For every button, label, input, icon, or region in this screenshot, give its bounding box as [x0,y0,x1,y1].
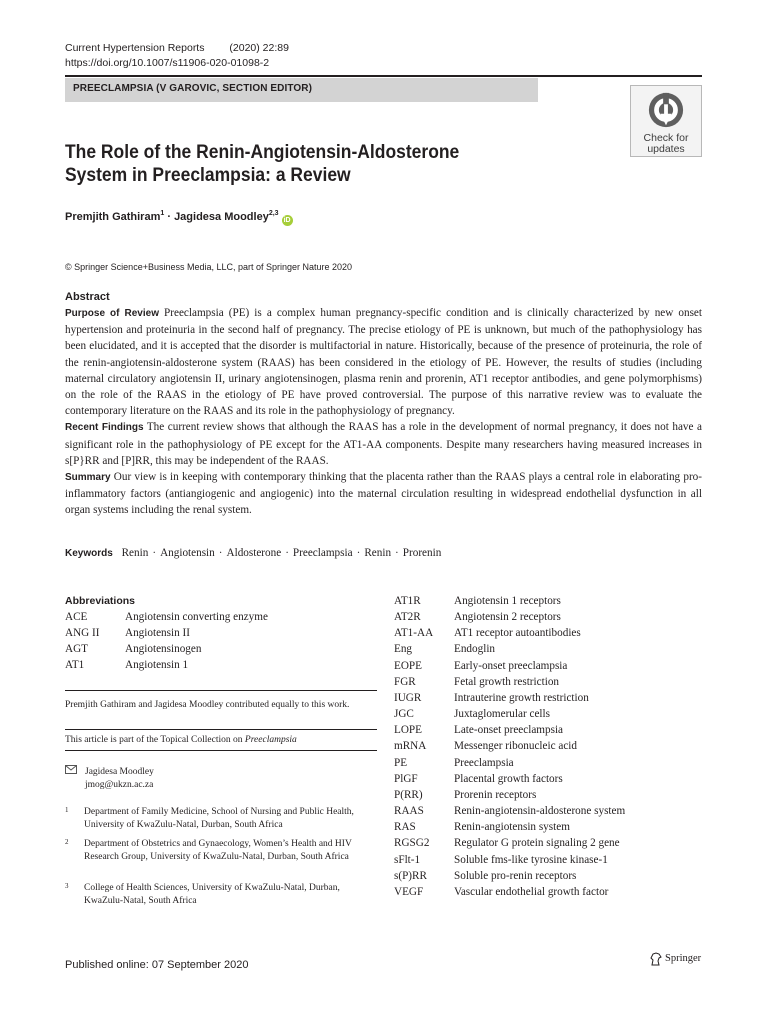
abbreviation-key: mRNA [394,740,427,753]
author-name[interactable]: Jagidesa Moodley [174,211,269,223]
abbreviation-row [394,625,625,641]
abbreviation-row [394,771,625,787]
affiliation-number: 2 [65,838,69,846]
journal-name: Current Hypertension Reports [65,42,205,54]
abbreviation-value: Regulator G protein signaling 2 gene [454,837,620,850]
affiliation-item [65,838,377,863]
abbreviation-key: ANG II [65,627,100,639]
abbreviation-row [394,658,625,674]
journal-issue: (2020) 22:89 [229,42,289,54]
abbreviation-row [394,755,625,771]
abbreviation-value: Fetal growth restriction [454,675,560,688]
publisher-logo [650,952,701,966]
abbreviations-list-left [65,609,268,673]
abbreviations-list-right [394,593,625,900]
collection-link[interactable]: Preeclampsia [244,735,297,745]
affiliation-item [65,882,377,907]
abbreviation-key: Eng [394,643,413,656]
abstract-lead: Purpose of Review [65,308,159,319]
affiliation-text: Department of Family Medicine, School of Nursing and Public Health, University of KwaZulu-Natal, Durban, South Africa [84,807,354,830]
abbreviation-value: Endoglin [454,643,496,656]
abstract-paragraph [65,419,702,469]
abbreviation-key: RGSG2 [394,837,430,850]
keyword-separator: · [152,547,157,559]
abbreviation-row [394,868,625,884]
badge-label-2: updates [647,143,685,155]
abbreviation-key: s(P)RR [394,869,427,882]
abbreviation-row [394,852,625,868]
abbreviation-value: Soluble fms-like tyrosine kinase-1 [454,853,608,866]
abbreviation-key: AT2R [394,611,421,624]
keyword: Renin [364,547,392,559]
orcid-icon[interactable]: iD [283,217,291,224]
header-rule [65,75,702,77]
abbreviation-key: AT1 [65,659,85,671]
copyright-icon: © [65,262,72,272]
abbreviation-value: Late-onset preeclampsia [454,724,564,737]
abbreviation-key: VEGF [394,885,424,898]
abbreviation-value: Renin-angiotensin-aldosterone system [454,805,626,818]
keyword: Aldosterone [226,547,282,559]
author-affiliation-ref: 2,3 [268,210,279,217]
abbreviation-row [394,835,625,851]
abstract-text: Preeclampsia (PE) is a complex human pregnancy-specific condition and is clinically characterized by new onset hypertension and proteinuria in the second half of pregnancy. The precise etiology of PE is unknown, but much of the pathophysiology has been elucidated, and it is accepted that the disorder is multifactorial in nature. Historically, because of the presence of proteinuria, the role of the renin-angiotensin-aldosterone system (RAAS) has been considered in the etiology of PE. However, the results of studies (including maternal circulatory angiotensin II, urinary angiotensinogen, plasma renin and prorenin, AT1 receptor antibodies, and gene polymorphisms) on the role of the RAAS in the etiology of PE have proved controversial. The purpose of this narrative review was to evaluate the contemporary literature on the RAAS and its role in the pathophysiology of pregnancy. [65,307,702,418]
note-divider [65,729,377,730]
note-divider [65,690,377,691]
abbreviation-key: IUGR [394,691,422,704]
abbreviation-value: Angiotensin 1 receptors [454,595,561,607]
abbreviation-row [394,722,625,738]
abbreviation-row [394,674,625,690]
abbreviation-row [65,657,268,673]
keyword: Angiotensin [160,547,215,559]
abbreviation-value: Messenger ribonucleic acid [454,740,578,753]
keyword: Renin [121,547,149,559]
affiliation-number: 1 [65,806,69,814]
abbreviation-key: RAAS [394,805,424,818]
abbreviation-row [394,706,625,722]
abbreviation-row [65,609,268,625]
copyright-line [65,261,352,273]
published-date: Published online: 07 September 2020 [65,959,249,971]
abbreviation-key: ACE [65,611,88,623]
article-title: The Role of the Renin-Angiotensin-Aldosterone System in Preeclampsia: a Review [65,142,460,186]
abbreviation-value: Preeclampsia [454,756,514,769]
abbreviation-value: Angiotensin 2 receptors [454,611,561,624]
journal-line [65,41,289,56]
abstract-paragraph [65,469,702,519]
abbreviation-value: Soluble pro-renin receptors [454,869,577,882]
affiliation-item [65,806,377,831]
abbreviation-value: Prorenin receptors [454,788,537,801]
abbreviation-row [394,803,625,819]
abbreviation-value: Vascular endothelial growth factor [454,885,609,898]
abbreviation-value: Angiotensin 1 [125,659,189,671]
abbreviation-key: FGR [394,675,416,688]
abbreviation-row [394,787,625,803]
abbreviation-row [394,593,625,609]
contribution-note: Premjith Gathiram and Jagidesa Moodley contributed equally to this work. [65,700,350,710]
abbreviation-row [394,884,625,900]
affiliation-text: Department of Obstetrics and Gynaecology, Women’s Health and HIV Research Group, University of KwaZulu-Natal, Durban, South Africa [84,839,352,862]
abbreviation-key: RAS [394,821,416,834]
abbreviations-heading: Abbreviations [65,595,136,607]
keyword-separator: · [218,547,223,559]
keyword-separator: · [356,547,361,559]
keywords-line [65,546,441,561]
abbreviation-key: AT1-AA [394,627,434,640]
abstract-text: Our view is in keeping with contemporary thinking that the placenta rather than the RAAS plays a central role in elaborating pro-inflammatory factors (antiangiogenic and angiogenic) into the maternal circulation resulting in widespread endothelial dysfunction in all organ systems including the renal system. [65,471,702,517]
publisher-name: Springer [665,953,702,964]
correspondence-name: Jagidesa Moodley [85,767,154,777]
keyword: Prorenin [402,547,442,559]
author-affiliation-ref: 1 [160,210,165,217]
springer-horse-icon [650,952,662,966]
abbreviation-key: P(RR) [394,788,423,801]
affiliation-text: College of Health Sciences, University of KwaZulu-Natal, Durban, KwaZulu-Natal, South Africa [84,883,340,906]
abbreviation-value: Angiotensin converting enzyme [125,611,268,623]
abbreviation-row [394,690,625,706]
abstract-body [65,305,702,519]
abbreviation-key: EOPE [394,659,422,672]
abbreviation-value: Juxtaglomerular cells [454,708,550,721]
abbreviation-row [394,819,625,835]
abbreviation-row [394,641,625,657]
copyright-text: Springer Science+Business Media, LLC, part of Springer Nature 2020 [74,262,353,272]
affiliation-number: 3 [65,882,69,890]
abbreviation-row [394,738,625,754]
abbreviation-value: Angiotensinogen [125,643,202,655]
collection-note [65,734,377,747]
keyword: Preeclampsia [292,547,353,559]
abbreviation-key: sFlt-1 [394,853,421,866]
correspondence-email[interactable]: jmog@ukzn.ac.za [85,779,154,790]
abbreviation-row [65,641,268,657]
author-list [65,206,293,226]
abstract-paragraph [65,305,702,419]
abbreviation-value: Placental growth factors [454,772,563,785]
abbreviation-value: Early-onset preeclampsia [454,659,568,672]
keyword-separator: · [395,547,399,559]
abbreviation-key: AT1R [394,595,421,607]
collection-prefix: This article is part of the Topical Collection on [65,735,245,745]
author-name[interactable]: Premjith Gathiram [65,211,161,223]
abbreviation-key: PE [394,756,408,769]
abstract-lead: Summary [65,472,111,484]
note-divider [65,750,377,751]
author-separator: · [167,211,171,223]
section-banner: PREECLAMPSIA (V GAROVIC, SECTION EDITOR) [65,78,538,102]
keyword-separator: · [285,547,289,559]
abbreviation-key: JGC [394,708,414,721]
badge-label-1: Check for [643,132,689,144]
abstract-lead: Recent Findings [65,422,144,434]
abbreviation-value: Renin-angiotensin system [454,821,570,834]
abbreviation-key: LOPE [394,724,422,737]
abbreviation-key: AGT [65,643,88,655]
abbreviation-row [65,625,268,641]
abbreviation-row [394,609,625,625]
check-for-updates-icon [647,91,685,129]
abbreviation-value: Angiotensin II [125,627,190,639]
abstract-heading: Abstract [65,291,110,303]
abbreviation-value: Intrauterine growth restriction [454,691,589,704]
doi-link[interactable]: https://doi.org/10.1007/s11906-020-01098-2 [65,57,270,69]
check-for-updates-badge[interactable] [630,85,702,157]
keywords-heading: Keywords [65,548,113,559]
abbreviation-key: PlGF [394,772,418,785]
abbreviation-value: AT1 receptor autoantibodies [454,627,581,640]
abstract-text: The current review shows that although the RAAS has a role in the development of normal pregnancy, it does not have a significant role in the pathophysiology of PE except for the AT1-AA components. Despite many researchers having measured increases in s[P}RR and [P]RR, this may be independent of the RAAS. [65,421,702,467]
envelope-icon [65,765,77,774]
correspondence-block [65,765,154,791]
